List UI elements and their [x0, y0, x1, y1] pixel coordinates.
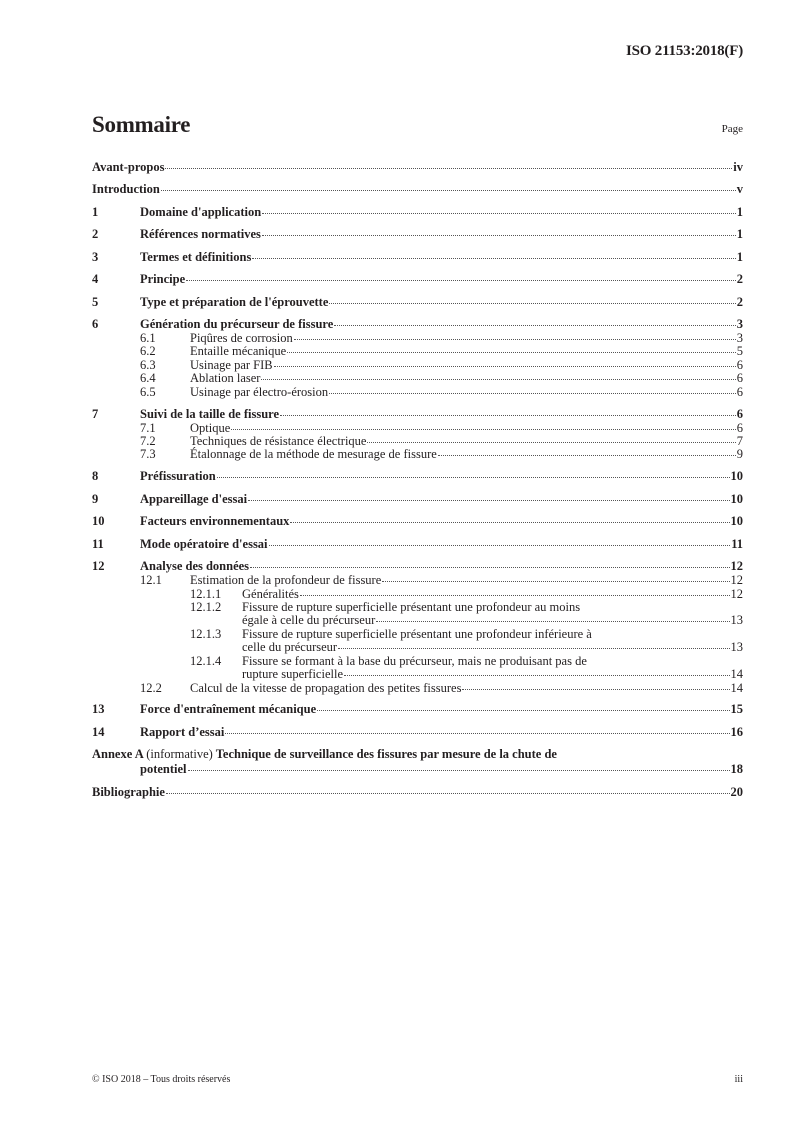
dot-leader: [248, 500, 729, 501]
page-column-label: Page: [721, 123, 743, 135]
dot-leader: [338, 648, 729, 649]
page-number: v: [736, 182, 743, 196]
dot-leader: [262, 213, 736, 214]
dot-leader: [274, 366, 736, 367]
document-code: ISO 21153:2018(F): [625, 43, 743, 59]
dot-leader: [334, 325, 735, 326]
dot-leader: [287, 352, 736, 353]
toc-entry-7-3[interactable]: 7.3 Étalonnage de la méthode de mesurage de fissure 9: [140, 447, 743, 462]
dot-leader: [376, 621, 729, 622]
toc-entry-4[interactable]: 4 Principe 2: [92, 272, 743, 286]
page-footer: [92, 1074, 743, 1085]
toc-entry-6-2[interactable]: 6.2 Entaille mécanique 5: [140, 344, 743, 359]
dot-leader: [250, 567, 729, 568]
dot-leader: [188, 770, 730, 771]
dot-leader: [262, 235, 736, 236]
toc-entry-10[interactable]: 10 Facteurs environnementaux 10: [92, 514, 743, 529]
toc-entry-9[interactable]: 9 Appareillage d'essai 10: [92, 491, 743, 506]
dot-leader: [161, 190, 736, 191]
toc-entry-13[interactable]: 13 Force d'entraînement mécanique 15: [92, 702, 743, 717]
dot-leader: [217, 477, 730, 478]
dot-leader: [462, 689, 729, 690]
toc-entry-7-1[interactable]: 7.1 Optique 6: [140, 420, 743, 435]
page-title: Sommaire: [92, 112, 191, 137]
dot-leader: [225, 733, 729, 734]
toc-entry-12-1-2[interactable]: 12.1.2 Fissure de rupture superficielle présentant une profondeur au moins égale à celle du précurseur 13: [190, 600, 743, 628]
toc-entry-5[interactable]: 5 Type et préparation de l'éprouvette 2: [92, 294, 743, 309]
dot-leader: [166, 793, 730, 794]
toc-entry-6[interactable]: 6 Génération du précurseur de fissure 3: [92, 317, 743, 331]
dot-leader: [280, 415, 736, 416]
toc-entry-12-1[interactable]: 12.1 Estimation de la profondeur de fissure 12: [140, 573, 743, 588]
toc-entry-12[interactable]: 12 Analyse des données 12: [92, 559, 743, 574]
toc-entry-12-2[interactable]: 12.2 Calcul de la vitesse de propagation des petites fissures 14: [140, 680, 743, 695]
toc-entry-12-1-4[interactable]: 12.1.4 Fissure se formant à la base du précurseur, mais ne produisant pas de rupture superficielle 14: [190, 653, 743, 682]
dot-leader: [269, 545, 731, 546]
dot-leader: [300, 595, 730, 596]
toc-title-row: [92, 112, 743, 138]
toc-entry-8[interactable]: 8 Préfissuration 10: [92, 469, 743, 484]
toc-entry-avant-propos[interactable]: Avant-propos iv: [92, 159, 743, 174]
dot-leader: [290, 522, 729, 523]
toc-entry-12-1-1[interactable]: 12.1.1 Généralités 12: [190, 586, 743, 601]
dot-leader: [294, 339, 736, 340]
dot-leader: [261, 379, 735, 380]
dot-leader: [186, 280, 736, 281]
toc-entry-14[interactable]: 14 Rapport d’essai 16: [92, 724, 743, 739]
table-of-contents: [92, 152, 743, 800]
dot-leader: [252, 258, 735, 259]
dot-leader: [329, 303, 735, 304]
copyright-notice: © ISO 2018 – Tous droits réservés: [92, 1074, 231, 1085]
dot-leader: [165, 168, 732, 169]
toc-entry-6-1[interactable]: 6.1 Piqûres de corrosion 3: [140, 331, 743, 345]
toc-entry-3[interactable]: 3 Termes et définitions 1: [92, 249, 743, 264]
toc-entry-introduction[interactable]: Introduction v: [92, 182, 743, 196]
toc-entry-6-4[interactable]: 6.4 Ablation laser 6: [140, 371, 743, 386]
toc-entry-11[interactable]: 11 Mode opératoire d'essai 11: [92, 536, 743, 551]
toc-entry-7-2[interactable]: 7.2 Techniques de résistance électrique 7: [140, 433, 743, 448]
dot-leader: [438, 455, 736, 456]
dot-leader: [382, 581, 729, 582]
toc-entry-bibliographie[interactable]: Bibliographie 20: [92, 784, 743, 799]
toc-entry-annex-a[interactable]: Annexe A (informative) Technique de surveillance des fissures par mesure de la chute de potentiel 18: [92, 747, 743, 777]
toc-entry-12-1-3[interactable]: 12.1.3 Fissure de rupture superficielle présentant une profondeur inférieure à celle du précurseur 13: [190, 626, 743, 655]
dot-leader: [367, 442, 735, 443]
toc-entry-1[interactable]: 1 Domaine d'application 1: [92, 204, 743, 219]
toc-entry-6-5[interactable]: 6.5 Usinage par électro-érosion 6: [140, 384, 743, 399]
dot-leader: [317, 710, 729, 711]
toc-entry-2[interactable]: 2 Références normatives 1: [92, 227, 743, 241]
toc-entry-7[interactable]: 7 Suivi de la taille de fissure 6: [92, 406, 743, 421]
page-number: iv: [733, 159, 743, 174]
footer-page-number: iii: [734, 1074, 743, 1085]
dot-leader: [344, 675, 730, 676]
dot-leader: [329, 393, 736, 394]
dot-leader: [231, 429, 735, 430]
toc-entry-6-3[interactable]: 6.3 Usinage par FIB 6: [140, 357, 743, 372]
